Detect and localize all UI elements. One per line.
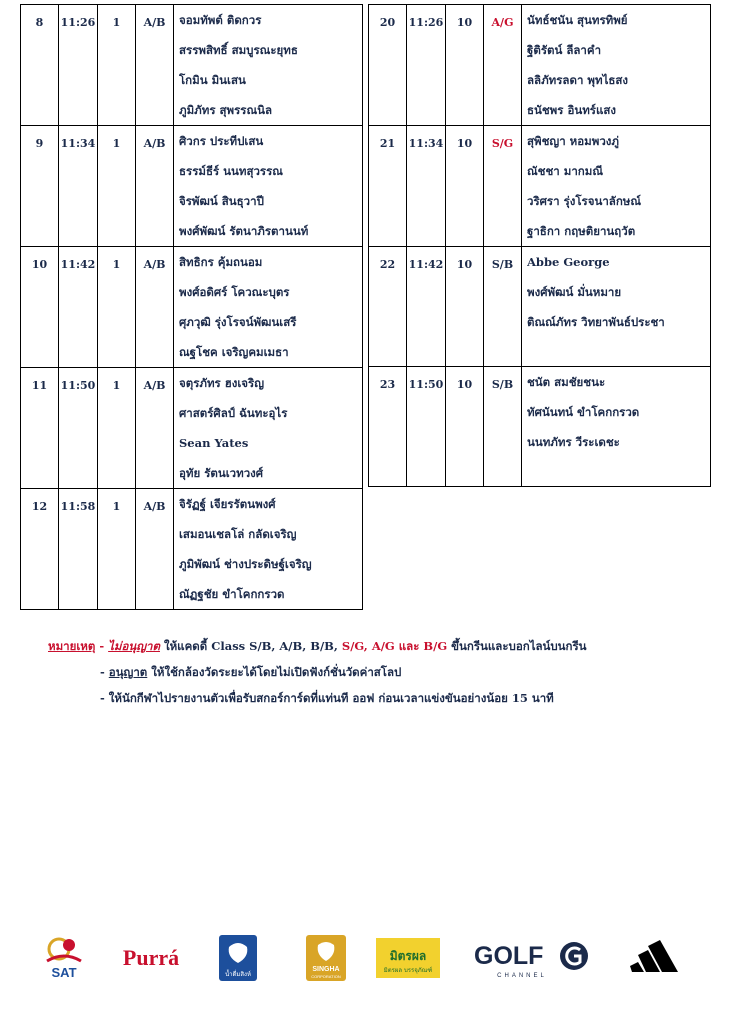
singha-sub: CORPORATION [311,974,341,979]
tee-time: 11:50 [59,368,98,489]
remark-line-3: - ให้นักกีฬาไปรายงานตัวเพื่อรับสกอร์การ์ดที่แท่นที ออฟ ก่อนเวลาแข่งขันอย่างน้อย 15 นาที [100,691,554,705]
golf-sub: CHANNEL [497,973,547,979]
golf-channel-icon [472,936,592,980]
player-class: S/G [484,126,522,247]
player-class: S/B [484,247,522,367]
tee-time: 11:42 [407,247,446,367]
remark-line-1-red: S/G, A/G และ B/G [341,639,448,653]
tee-time: 11:34 [407,126,446,247]
player-name: ศาสตร์ศิลป์ ฉันทะอุไร [179,406,288,420]
player-name: เสมอนเชลโล่ กลัดเจริญ [179,527,297,541]
starting-tee: 10 [446,126,484,247]
group-number: 8 [21,5,59,126]
player-list [522,126,711,247]
tee-time: 11:26 [59,5,98,126]
right-tbody [369,5,711,487]
player-name: ฐิติรัตน์ ลีลาคำ [527,43,602,57]
player-list [174,126,363,247]
tee-time: 11:50 [407,367,446,487]
player-class: A/B [136,489,174,610]
player-class: A/B [136,5,174,126]
purra-logo [116,930,186,986]
player-name: ชนัต สมชัยชนะ [527,375,606,389]
group-number: 23 [369,367,407,487]
player-name: ณฐโชค เจริญคมเมธา [179,345,289,359]
singha-text: SINGHA [312,966,340,973]
singha-logo [306,930,346,986]
starting-tee: 1 [98,368,136,489]
group-number: 21 [369,126,407,247]
tee-time: 11:58 [59,489,98,610]
group-number: 10 [21,247,59,368]
player-class: S/B [484,367,522,487]
remark-line-2-prefix: - [100,665,109,679]
starting-tee: 1 [98,126,136,247]
remark-label: หมายเหตุ [48,639,96,653]
player-name: ณัชชา มากมณี [527,164,603,178]
remark-line-1 [48,636,708,662]
group-number: 11 [21,368,59,489]
player-name: ศุภวุฒิ รุ่งโรจน์พัฒนเสรี [179,315,297,329]
player-name: จตุรภัทร ฮงเจริญ [179,376,265,390]
group-row [369,5,711,126]
player-name: ทัศนันทน์ ขำโคกกรวด [527,405,640,419]
player-class: A/G [484,5,522,126]
group-row [21,247,363,368]
player-list [174,489,363,610]
leo-water-logo [218,930,258,986]
player-class: A/B [136,126,174,247]
group-row [21,368,363,489]
leo-caption: น้ำดื่มสิงห์ [225,971,251,978]
group-row [369,367,711,487]
player-name: พงศ์พัฒน์ รัตนาภิรตานนท์ [179,224,309,238]
remark-line-1-suffix: ขึ้นกรีนและบอกไลน์บนกรีน [447,639,587,653]
tee-time-table-left [20,4,363,610]
starting-tee: 1 [98,5,136,126]
mitrphol-sub: มิตรผล บรรจุภัณฑ์ [383,967,433,974]
purra-text: Purrá [122,945,180,970]
player-name: นนทภัทร วีระเดชะ [527,435,620,449]
left-tbody [21,5,363,610]
starting-tee: 1 [98,489,136,610]
player-name: จิรพัฒน์ สินธุวาปี [179,194,264,208]
player-list [174,247,363,368]
player-name: จิรัฏฐ์ เจียรรัตนพงศ์ [179,497,276,511]
player-name: สิทธิกร คุ้มถนอม [179,255,263,269]
player-name: วริศรา รุ่งโรจนาลักษณ์ [527,194,642,208]
player-name: ลลิภัทรลดา พุทไธสง [527,73,629,87]
not-allowed-text: ไม่อนุญาต [108,639,160,653]
mitrphol-logo [376,930,440,986]
group-row [21,5,363,126]
remark-line-2-suffix: ให้ใช้กล้องวัดระยะได้โดยไม่เปิดฟังก์ชั่นวัดค่าสโลป [147,665,402,679]
player-class: A/B [136,247,174,368]
tee-time: 11:34 [59,126,98,247]
player-name: จอมทัพต์ ติดกวร [179,13,262,27]
player-name: ธนัชพร อินทร์แสง [527,103,617,117]
remark-line-1-mid: ให้แคดดี้ Class S/B, A/B, B/B, [159,639,342,653]
group-row [21,126,363,247]
player-name: ภูมิพัฒน์ ช่างประดิษฐ์เจริญ [179,557,312,571]
player-name: สุพิชญา หอมพวงภู่ [527,134,619,148]
tee-time-table-right [368,4,711,487]
starting-tee: 10 [446,247,484,367]
player-class: A/B [136,368,174,489]
player-list [522,5,711,126]
remark-dash: - [95,639,109,653]
group-number: 12 [21,489,59,610]
player-name: ภูมิภัทร สุพรรณนิล [179,103,273,117]
player-name: ศิวกร ประทีปเสน [179,134,264,148]
player-name: อุทัย รัตนเวทวงศ์ [179,466,264,480]
player-name: ธรรม์ธีร์ นนทสุวรรณ [179,164,283,178]
adidas-stripes-icon [630,938,690,978]
player-name: พงศ์พัฒน์ มั่นหมาย [527,285,622,299]
sat-logo [40,930,88,986]
group-number: 20 [369,5,407,126]
sat-emblem-icon [41,931,87,985]
player-name: Sean Yates [179,436,249,450]
remarks [48,636,708,714]
group-row [369,126,711,247]
group-number: 9 [21,126,59,247]
golf-channel-logo [472,930,592,986]
group-number: 22 [369,247,407,367]
golf-text: GOLF [474,942,544,970]
player-name: Abbe George [527,255,610,269]
player-name: พงศ์อดิศร์ โควณะบุตร [179,285,290,299]
lion-water-icon [219,935,257,981]
player-name: นัทธ์ชนัน สุนทรทิพย์ [527,13,628,27]
starting-tee: 1 [98,247,136,368]
player-list [174,5,363,126]
mitrphol-icon [376,938,440,978]
starting-tee: 10 [446,367,484,487]
tee-time: 11:26 [407,5,446,126]
player-list [522,247,711,367]
remark-line-2 [48,662,708,688]
player-name: สรรพสิทธิ์ สมบูรณะยุทธ [179,43,298,57]
sat-text: SAT [51,965,77,980]
player-list [522,367,711,487]
adidas-logo [628,930,692,986]
player-name: ณัฏฐชัย ขำโคกกรวด [179,587,285,601]
mitrphol-text: มิตรผล [389,949,427,963]
allowed-text: อนุญาต [108,665,148,679]
singha-lion-icon [306,935,346,981]
player-name: ฐาธิกา กฤษติยานฤวัต [527,224,636,238]
sponsor-logos [40,930,700,990]
group-row [369,247,711,367]
tee-time: 11:42 [59,247,98,368]
player-name: ติณณ์ภัทร วิทยาพันธ์ประชา [527,315,665,329]
group-row [21,489,363,610]
player-list [174,368,363,489]
player-name: โกมิน มินเสน [179,73,246,87]
starting-tee: 10 [446,5,484,126]
